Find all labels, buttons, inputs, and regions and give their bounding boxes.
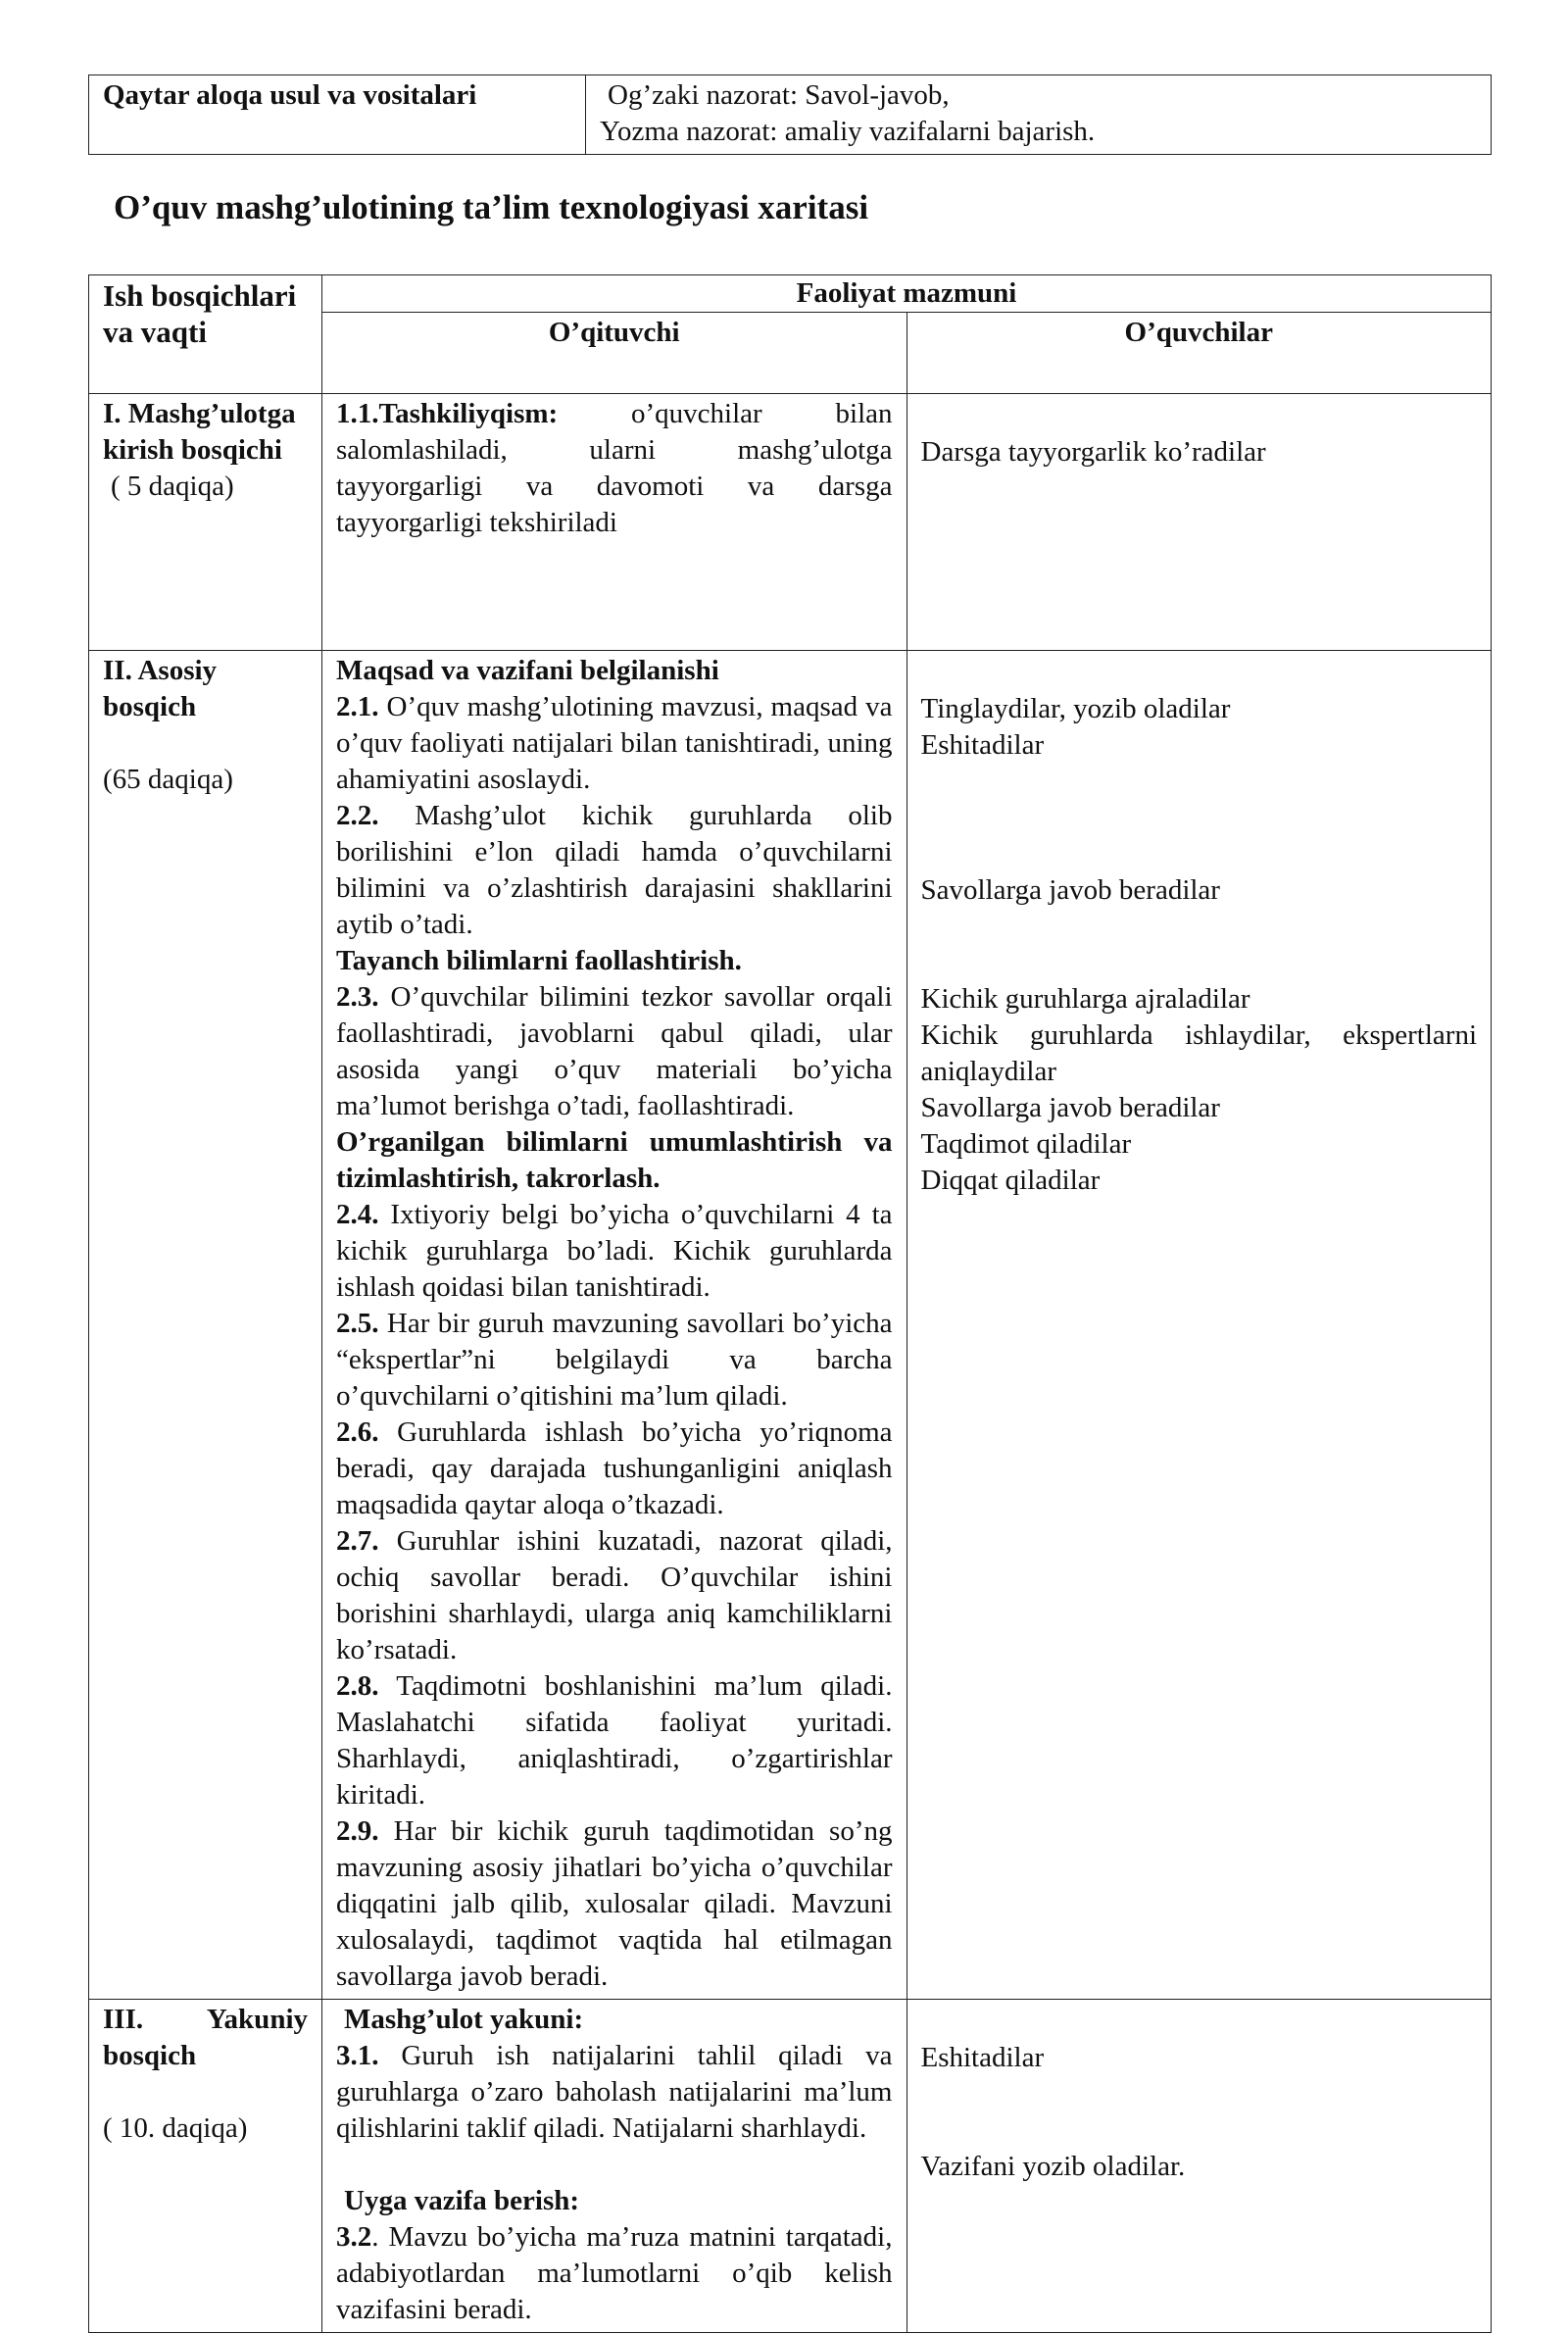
- stage-2-student-5: Kichik guruhlarda ishlaydilar, ekspertlarni aniqlaydilar: [920, 1019, 1477, 1087]
- stage-3-student-1: Eshitadilar: [920, 2042, 1045, 2073]
- feedback-written: Yozma nazorat: amaliy vazifalarni bajarish.: [600, 116, 1096, 147]
- stage-1-student-activity: Darsga tayyorgarlik ko’radilar: [920, 436, 1266, 468]
- step-2-1-number: 2.1.: [336, 691, 379, 722]
- step-2-3-text: O’quvchilar bilimini tezkor savollar orqali faollashtiradi, javoblarni qabul qiladi, ular asosida yangi o’quv materiali bo’yicha ma’lumot berishga o’tadi, faollashtiradi.: [336, 981, 893, 1121]
- step-3-2-text: . Mavzu bo’yicha ma’ruza matnini tarqatadi, adabiyotlardan ma’lumotlarni o’qib kelish vazifasini beradi.: [336, 2221, 893, 2325]
- stage-1-time: ( 5 daqiqa): [111, 471, 234, 502]
- feedback-table: [88, 74, 1492, 155]
- step-2-5-number: 2.5.: [336, 1308, 379, 1339]
- stage-2-student-2: Eshitadilar: [920, 729, 1045, 761]
- stage-2-time: (65 daqiqa): [103, 764, 233, 795]
- stage-3-name: III. Yakuniy bosqich: [103, 2004, 308, 2071]
- stage-2-student-3: Savollarga javob beradilar: [920, 874, 1220, 906]
- step-2-2-text: Mashg’ulot kichik guruhlarda olib borilishini e’lon qiladi hamda o’quvchilarni bilimini va o’zlashtirish darajasini shakllarini aytib o’tadi.: [336, 800, 893, 940]
- step-2-6-text: Guruhlarda ishlash bo’yicha yo’riqnoma beradi, qay darajada tushunganligini aniqlash maqsadida qaytar aloqa o’tkazadi.: [336, 1416, 893, 1520]
- stage-2-cell: [89, 651, 322, 2000]
- stage-2-students: [906, 651, 1492, 2000]
- step-2-3-number: 2.3.: [336, 981, 379, 1013]
- students-header: O’quvchilar: [906, 313, 1492, 394]
- stages-header: Ish bosqichlari va vaqti: [89, 275, 322, 394]
- stage-1-students: [906, 394, 1492, 651]
- step-1-1-text: o’quvchilar bilan salomlashiladi, ularni mashg’ulotga tayyorgarligi va davomoti va darsga tayyorgarligi tekshiriladi: [336, 398, 893, 538]
- step-2-8-text: Taqdimotni boshlanishini ma’lum qiladi. Maslahatchi sifatida faoliyat yuritadi. Sharhlaydi, aniqlashtiradi, o’zgartirishlar kiritadi.: [336, 1670, 893, 1811]
- stage-1-cell: [89, 394, 322, 651]
- stage-2-student-7: Taqdimot qiladilar: [920, 1128, 1132, 1160]
- step-2-6-number: 2.6.: [336, 1416, 379, 1448]
- step-2-9-number: 2.9.: [336, 1815, 379, 1847]
- feedback-oral: Og’zaki nazorat: Savol-javob,: [608, 79, 950, 111]
- step-2-9-text: Har bir kichik guruh taqdimotidan so’ng mavzuning asosiy jihatlari bo’yicha o’quvchilar diqqatini jalb qilib, xulosalar qiladi. Mavzuni xulosalaydi, taqdimot vaqtida hal etilmagan savollarga javob beradi.: [336, 1815, 893, 1992]
- stage-3-heading-1: Mashg’ulot yakuni:: [344, 2004, 584, 2035]
- stage-2-student-1: Tinglaydilar, yozib oladilar: [920, 693, 1231, 724]
- stage-2-teacher: [322, 651, 907, 2000]
- stage-2-heading-3: O’rganilgan bilimlarni umumlashtirish va tizimlashtirish, takrorlash.: [336, 1126, 893, 1194]
- stage-3-time: ( 10. daqiqa): [103, 2112, 248, 2144]
- stage-3-student-2: Vazifani yozib oladilar.: [920, 2151, 1186, 2182]
- stage-3-cell: [89, 2000, 322, 2333]
- step-3-1-number: 3.1.: [336, 2040, 379, 2071]
- stage-3-students: [906, 2000, 1492, 2333]
- step-2-1-text: O’quv mashg’ulotining mavzusi, maqsad va o’quv faoliyati natijalari bilan tanishtiradi, uning ahamiyatini asoslaydi.: [336, 691, 893, 795]
- step-2-7-text: Guruhlar ishini kuzatadi, nazorat qiladi, ochiq savollar beradi. O’quvchilar ishini borishini sharhlaydi, ularga aniq kamchiliklarni ko’rsatadi.: [336, 1525, 893, 1665]
- stage-2-heading-2: Tayanch bilimlarni faollashtirish.: [336, 945, 742, 976]
- stage-2-student-4: Kichik guruhlarga ajraladilar: [920, 983, 1250, 1015]
- stage-1-name: I. Mashg’ulotga kirish bosqichi: [103, 398, 296, 466]
- step-3-1-text: Guruh ish natijalarini tahlil qiladi va guruhlarga o’zaro baholash natijalarini ma’lum qilishlarini taklif qiladi. Natijalarni sharhlaydi.: [336, 2040, 893, 2144]
- feedback-methods: [586, 75, 1492, 155]
- feedback-label: Qaytar aloqa usul va vositalari: [89, 75, 586, 155]
- step-2-7-number: 2.7.: [336, 1525, 379, 1557]
- step-2-2-number: 2.2.: [336, 800, 379, 831]
- stage-3-teacher: [322, 2000, 907, 2333]
- stage-2-name: II. Asosiy bosqich: [103, 655, 218, 722]
- stage-2-student-8: Diqqat qiladilar: [920, 1165, 1101, 1196]
- step-1-1-number: 1.1.Tashkiliyqism:: [336, 398, 559, 429]
- technology-map-table: [88, 274, 1492, 2333]
- stage-1-teacher: [322, 394, 907, 651]
- page-title: O’quv mashg’ulotining ta’lim texnologiyasi xaritasi: [114, 188, 869, 226]
- step-2-4-number: 2.4.: [336, 1199, 379, 1230]
- stage-2-student-6: Savollarga javob beradilar: [920, 1092, 1220, 1123]
- teacher-header: O’qituvchi: [322, 313, 907, 394]
- step-2-5-text: Har bir guruh mavzuning savollari bo’yicha “ekspertlar”ni belgilaydi va barcha o’quvchilarni o’qitishini ma’lum qiladi.: [336, 1308, 893, 1412]
- stage-3-heading-2: Uyga vazifa berish:: [344, 2185, 580, 2216]
- activity-header: Faoliyat mazmuni: [322, 275, 1492, 313]
- stage-2-heading-1: Maqsad va vazifani belgilanishi: [336, 655, 719, 686]
- step-2-8-number: 2.8.: [336, 1670, 379, 1702]
- step-3-2-number: 3.2: [336, 2221, 372, 2253]
- step-2-4-text: Ixtiyoriy belgi bo’yicha o’quvchilarni 4 ta kichik guruhlarga bo’ladi. Kichik guruhlarda ishlash qoidasi bilan tanishtiradi.: [336, 1199, 893, 1303]
